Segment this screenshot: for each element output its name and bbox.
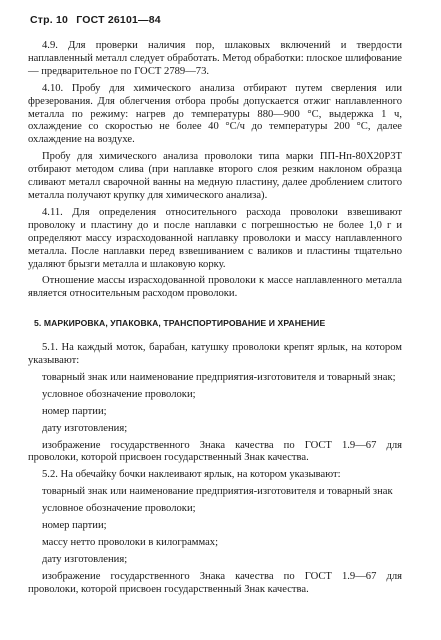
list-item: номер партии;	[42, 520, 107, 532]
section-5-title: 5. МАРКИРОВКА, УПАКОВКА, ТРАНСПОРТИРОВАНИЕ И ХРАНЕНИЕ	[34, 318, 326, 329]
page-number: Стр. 10	[30, 14, 69, 26]
paragraph-4-11: 4.11. Для определения относительного расхода проволоки взвешивают проволоку и пластину до и после наплавки с погрешностью не более 1,0 г и определяют массу израсходованной наплавку проволоки и массу наплавленного металла. После наплавки перед взвешиванием с валиков и пластины тщательно удаляют брызги металла и шлаковую корку.	[28, 206, 402, 270]
list-item: дату изготовления;	[42, 422, 128, 434]
paragraph-4-9: 4.9. Для проверки наличия пор, шлаковых включений и твердости наплавленный металл следует обработать. Метод обработки: плоское шлифование — предварительное по ГОСТ 2789—73.	[28, 40, 402, 77]
list-5-1	[28, 372, 402, 465]
standard-code: ГОСТ 26101—84	[76, 14, 161, 26]
list-item: товарный знак или наименование предприятия-изготовителя и товарный знак;	[42, 371, 396, 383]
paragraph-5-1: 5.1. На каждый моток, барабан, катушку проволоки крепят ярлык, на котором указывают:	[28, 342, 402, 367]
paragraph-ratio: Отношение массы израсходованной проволоки к массе наплавленного металла является относительным расходом проволоки.	[28, 275, 402, 300]
list-item: товарный знак или наименование предприятия-изготовителя и товарный знак	[42, 486, 393, 498]
list-item: изображение государственного Знака качества по ГОСТ 1.9—67 для проволоки, которой присвоен государственный Знак качества.	[28, 439, 402, 464]
paragraph-5-2: 5.2. На обечайку бочки наклеивают ярлык, на котором указывают:	[42, 469, 341, 481]
list-item: массу нетто проволоки в килограммах;	[42, 537, 219, 548]
document-body	[28, 40, 402, 601]
list-item: дату изготовления;	[42, 553, 128, 565]
list-item: изображение государственного Знака качества по ГОСТ 1.9—67 для проволоки, которой присвоен государственный Знак качества.	[28, 570, 402, 595]
paragraph-sampling: Пробу для химического анализа проволоки типа марки ПП-Нп-80Х20Р3Т отбирают методом слива (при наплавке второго слоя резким наклоном образца сливают металл сварочной ванны на медную пластину, далее дроблением слитого металла получают крупку для химического анализа).	[28, 151, 402, 201]
page-header	[30, 14, 166, 27]
list-item: условное обозначение проволоки;	[42, 503, 196, 515]
paragraph-4-10: 4.10. Пробу для химического анализа отбирают путем сверления или фрезерования. Для облегчения отбора пробы допускается отжиг наплавленного металла по режиму: нагрев до температуры 880—900 °С, выдержка 1 ч, охлаждение со скоростью не более 40 °С/ч до температуры 200 °С, далее охлаждение на воздухе.	[28, 82, 402, 146]
list-item: номер партии;	[42, 405, 107, 417]
list-item: условное обозначение проволоки;	[42, 388, 196, 400]
list-5-2	[28, 486, 402, 596]
